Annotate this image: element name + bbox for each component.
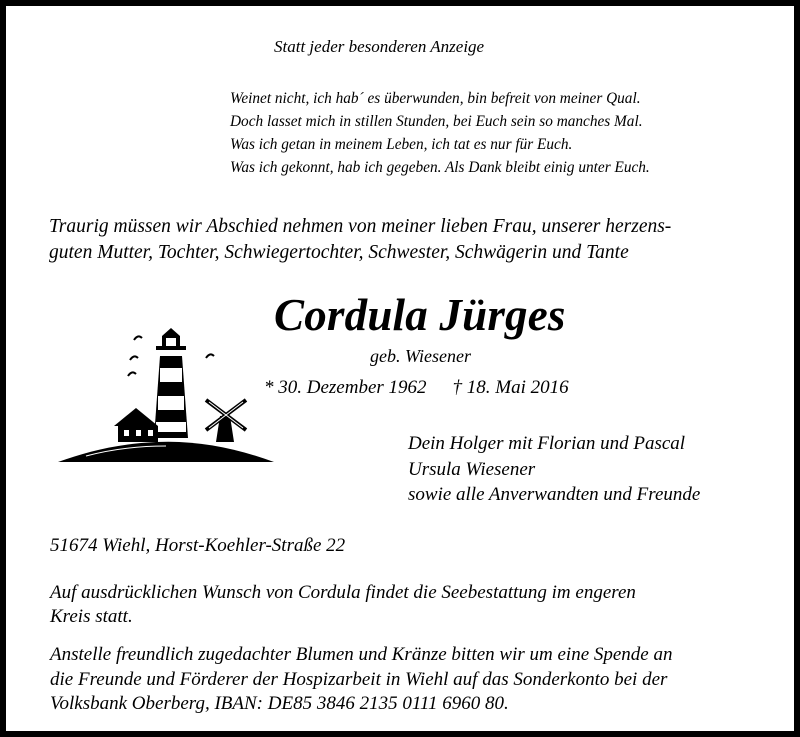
intro-text <box>49 214 671 266</box>
donation-line: Anstelle freundlich zugedachter Blumen und Kränze bitten wir um eine Spende an <box>50 644 673 665</box>
birth-date: * 30. Dezember 1962 <box>264 377 427 398</box>
mourner-line: Dein Holger mit Florian und Pascal <box>408 433 686 454</box>
notice-header: Statt jeder besonderen Anzeige <box>274 37 485 56</box>
donation-request <box>50 643 673 717</box>
poem-line: Weinet nicht, ich hab´ es überwunden, bin befreit von meiner Qual. <box>230 90 641 107</box>
wish-line: Kreis statt. <box>50 606 133 627</box>
mourners <box>408 431 700 508</box>
burial-wish <box>50 581 636 629</box>
intro-line: guten Mutter, Tochter, Schwiegertochter, Schwester, Schwägerin und Tante <box>49 242 629 263</box>
donation-line: die Freunde und Förderer der Hospizarbeit in Wiehl auf das Sonderkonto bei der <box>50 668 668 690</box>
wish-line: Auf ausdrücklichen Wunsch von Cordula findet die Seebestattung im engeren <box>50 582 636 603</box>
mourner-line: sowie alle Anverwandten und Freunde <box>408 484 701 505</box>
lighthouse-windmill-island-icon <box>56 326 276 468</box>
poem <box>230 87 650 179</box>
poem-line: Was ich getan in meinem Leben, ich tat es nur für Euch. <box>230 136 573 153</box>
deceased-name: Cordula Jürges <box>274 290 566 340</box>
mourner-line: Ursula Wiesener <box>408 458 536 480</box>
address: 51674 Wiehl, Horst-Koehler-Straße 22 <box>50 535 346 556</box>
donation-line: Volksbank Oberberg, IBAN: DE85 3846 2135 0111 6960 80. <box>50 693 509 714</box>
poem-line: Doch lasset mich in stillen Stunden, bei Euch sein so manches Mal. <box>230 113 643 130</box>
poem-line: Was ich gekonnt, hab ich gegeben. Als Dank bleibt einig unter Euch. <box>230 159 650 176</box>
life-dates <box>264 377 569 399</box>
maiden-name: geb. Wiesener <box>370 346 471 366</box>
intro-line: Traurig müssen wir Abschied nehmen von meiner lieben Frau, unserer herzens- <box>49 216 672 237</box>
death-date: † 18. Mai 2016 <box>452 377 569 398</box>
